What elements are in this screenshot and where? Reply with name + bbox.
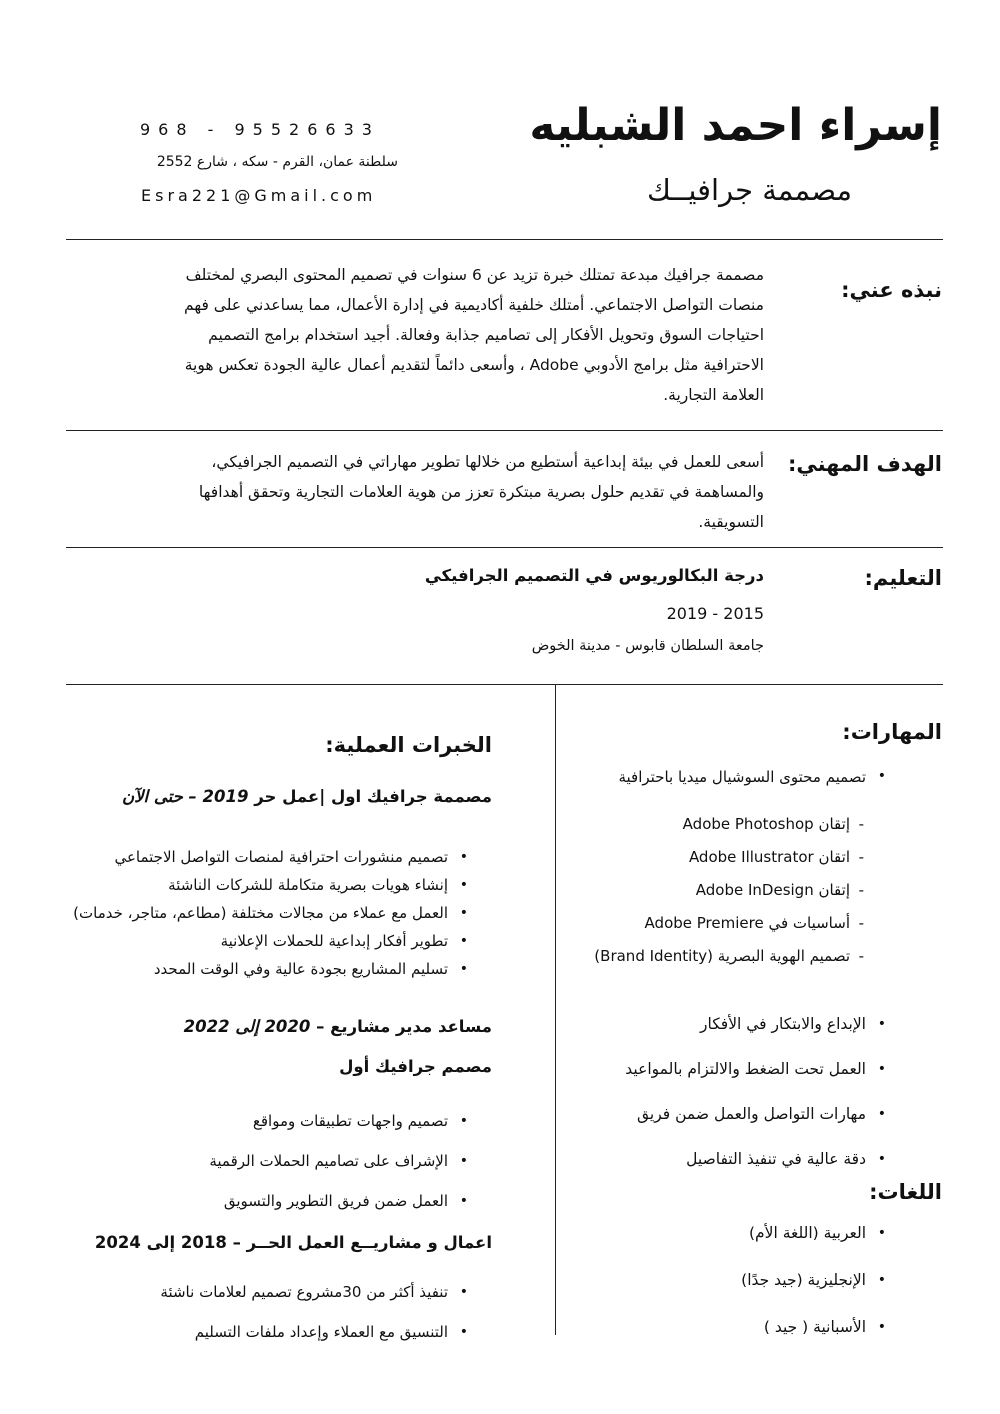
job3-duty: • تنفيذ أكثر من 30مشروع تصميم لعلامات ناشئة	[50, 1272, 470, 1312]
job1-position: مصممة جرافيك اول |عمل حر	[248, 787, 492, 806]
job1-duty: • تصميم منشورات احترافية لمنصات التواصل الاجتماعي	[10, 843, 470, 871]
about-line: مصممة جرافيك مبدعة تمتلك خبرة تزيد عن 6 سنوات في تصميم المحتوى البصري لمختلف	[185, 266, 764, 284]
email-address: Esra221@Gmail.com	[141, 186, 377, 205]
soft-skill-item: • الإبداع والابتكار في الأفكار	[468, 1002, 888, 1047]
candidate-name: إسراء احمد الشبليه	[529, 100, 942, 151]
languages-list	[588, 1210, 888, 1351]
job3-duty: • التنسيق مع العملاء وإعداد ملفات التسليم	[50, 1312, 470, 1352]
job2-duty: • تصميم واجهات تطبيقات ومواقع	[50, 1101, 470, 1141]
job3-duties	[50, 1272, 470, 1352]
job1-duty: • إنشاء هويات بصرية متكاملة للشركات الناشئة	[10, 871, 470, 899]
job1-title	[122, 787, 492, 806]
objective-line: التسويقية.	[698, 513, 764, 531]
about-line: منصات التواصل الاجتماعي. أمتلك خلفية أكاديمية في إدارة الأعمال، مما يساعدني على فهم	[184, 296, 764, 314]
job1-period: 2019 – حتى الآن	[122, 787, 249, 806]
objective-line: أسعى للعمل في بيئة إبداعية أستطيع من خلالها تطوير مهاراتي في التصميم الجرافيكي،	[211, 453, 764, 471]
software-skill-item: - أساسيات في Adobe Premiere	[464, 907, 864, 940]
objective-text	[74, 447, 764, 537]
job2-period: 2020 إلى 2022	[183, 1017, 311, 1036]
soft-skill-item: • دقة عالية في تنفيذ التفاصيل	[468, 1137, 888, 1182]
experience-label: الخبرات العملية:	[325, 733, 492, 757]
language-item: • العربية (اللغة الأم)	[588, 1210, 888, 1257]
job1-duties	[10, 843, 470, 983]
divider-about	[66, 430, 943, 431]
software-skill-item: - إتقان Adobe InDesign	[464, 874, 864, 907]
divider-education	[66, 684, 943, 685]
language-item: • الإنجليزية (جيد جدًا)	[588, 1257, 888, 1304]
objective-label: الهدف المهني:	[787, 452, 942, 476]
software-skill-item: - اتقان Adobe Illustrator	[464, 841, 864, 874]
job2-subtitle: مصمم جرافيك أول	[339, 1057, 492, 1076]
skills-main-list	[488, 768, 888, 786]
phone-number: 968 - 95526633	[140, 120, 380, 139]
languages-label: اللغات:	[869, 1180, 942, 1204]
education-university: جامعة السلطان قابوس - مدينة الخوض	[531, 638, 764, 654]
about-text	[74, 260, 764, 410]
job1-duty: • تطوير أفكار إبداعية للحملات الإعلانية	[10, 927, 470, 955]
soft-skill-item: • العمل تحت الضغط والالتزام بالمواعيد	[468, 1047, 888, 1092]
education-degree: درجة البكالوريوس في التصميم الجرافيكي	[424, 566, 764, 585]
job1-duty: • العمل مع عملاء من مجالات مختلفة (مطاعم، متاجر، خدمات)	[10, 899, 470, 927]
education-years: 2015 - 2019	[666, 604, 764, 623]
skills-label: المهارات:	[842, 720, 942, 744]
education-label: التعليم:	[864, 566, 942, 590]
divider-objective	[66, 547, 943, 548]
software-skill-item: - إتقان Adobe Photoshop	[464, 808, 864, 841]
job1-duty: • تسليم المشاريع بجودة عالية وفي الوقت المحدد	[10, 955, 470, 983]
soft-skill-item: • مهارات التواصل والعمل ضمن فريق	[468, 1092, 888, 1137]
candidate-role: مصممة جرافيــك	[646, 173, 852, 207]
about-line: العلامة التجارية.	[663, 386, 764, 404]
job2-duty: • العمل ضمن فريق التطوير والتسويق	[50, 1181, 470, 1221]
software-skills-list	[464, 808, 864, 973]
job3-title: اعمال و مشاريــع العمل الحــر – 2018 إلى 2024	[94, 1233, 492, 1252]
about-label: نبذه عني:	[841, 278, 942, 302]
job2-duties	[50, 1101, 470, 1221]
job2-title	[184, 1017, 492, 1036]
language-item: • الأسبانية ( جيد )	[588, 1304, 888, 1351]
software-skill-item: - تصميم الهوية البصرية (Brand Identity)	[464, 940, 864, 973]
skill-item: • تصميم محتوى السوشيال ميديا باحترافية	[488, 768, 888, 786]
about-line: احتياجات السوق وتحويل الأفكار إلى تصاميم جذابة وفعالة. أجيد استخدام برامج التصميم	[208, 326, 764, 344]
soft-skills-list	[468, 1002, 888, 1182]
job2-position: مساعد مدير مشاريع –	[310, 1017, 492, 1036]
divider-header	[66, 239, 943, 240]
job2-duty: • الإشراف على تصاميم الحملات الرقمية	[50, 1141, 470, 1181]
address: سلطنة عمان، القرم - سكه ، شارع 2552	[156, 154, 398, 170]
objective-line: والمساهمة في تقديم حلول بصرية مبتكرة تعزز من هوية العلامات التجارية وتحقق أهدافها	[198, 483, 764, 501]
about-line: الاحترافية مثل برامج الأدوبي Adobe ، وأسعى دائماً لتقديم أعمال عالية الجودة تعكس هوية	[184, 356, 764, 374]
